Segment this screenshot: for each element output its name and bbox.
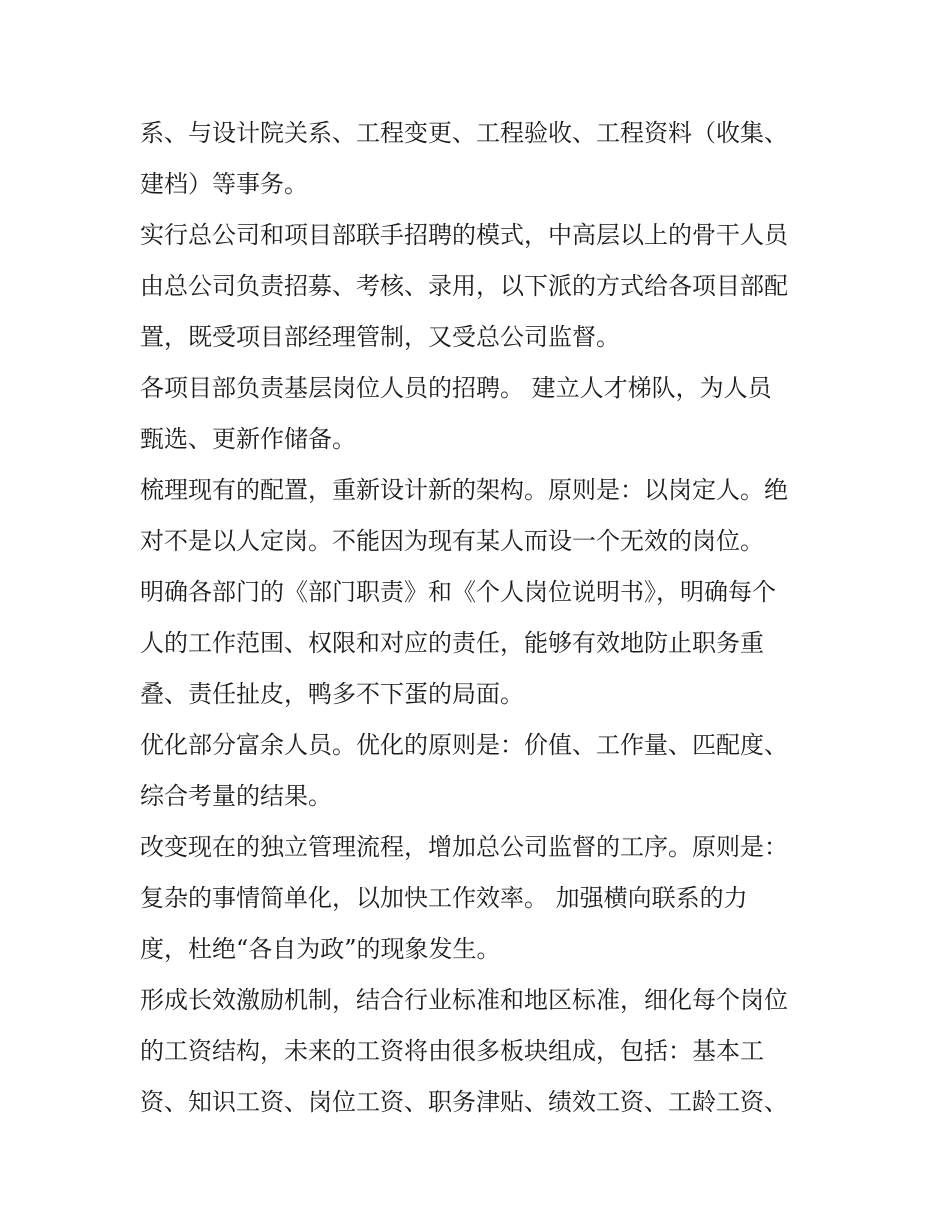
document-body — [140, 108, 820, 1128]
text-line: 度，杜绝“各自为政”的现象发生。 — [140, 935, 501, 963]
text-line: 人的工作范围、权限和对应的责任，能够有效地防止职务重 — [140, 629, 764, 657]
text-line: 置，既受项目部经理管制，又受总公司监督。 — [140, 323, 620, 351]
text-line: 形成长效激励机制，结合行业标准和地区标准，细化每个岗位 — [140, 986, 788, 1014]
text-line: 实行总公司和项目部联手招聘的模式，中高层以上的骨干人员 — [140, 221, 788, 249]
text-line: 优化部分富余人员。优化的原则是：价值、工作量、匹配度、 — [140, 731, 788, 759]
text-line: 甄选、更新作储备。 — [140, 425, 356, 453]
text-line: 叠、责任扯皮，鸭多不下蛋的局面。 — [140, 680, 524, 708]
text-line: 综合考量的结果。 — [140, 782, 332, 810]
text-line: 系、与设计院关系、工程变更、工程验收、工程资料（收集、 — [140, 119, 788, 147]
text-line: 各项目部负责基层岗位人员的招聘。 建立人才梯队，为人员 — [140, 374, 772, 402]
text-line: 建档）等事务。 — [140, 170, 308, 198]
text-line: 由总公司负责招募、考核、录用，以下派的方式给各项目部配 — [140, 272, 788, 300]
text-line: 对不是以人定岗。不能因为现有某人而设一个无效的岗位。 — [140, 527, 764, 555]
text-line: 改变现在的独立管理流程，增加总公司监督的工序。原则是： — [140, 833, 788, 861]
text-line: 梳理现有的配置，重新设计新的架构。原则是：以岗定人。绝 — [140, 476, 788, 504]
text-line: 明确各部门的《部门职责》和《个人岗位说明书》，明确每个 — [140, 578, 776, 606]
text-line: 资、知识工资、岗位工资、职务津贴、绩效工资、工龄工资、 — [140, 1088, 788, 1116]
text-line: 复杂的事情简单化，以加快工作效率。 加强横向联系的力 — [140, 884, 748, 912]
text-line: 的工资结构，未来的工资将由很多板块组成，包括：基本工 — [140, 1037, 764, 1065]
